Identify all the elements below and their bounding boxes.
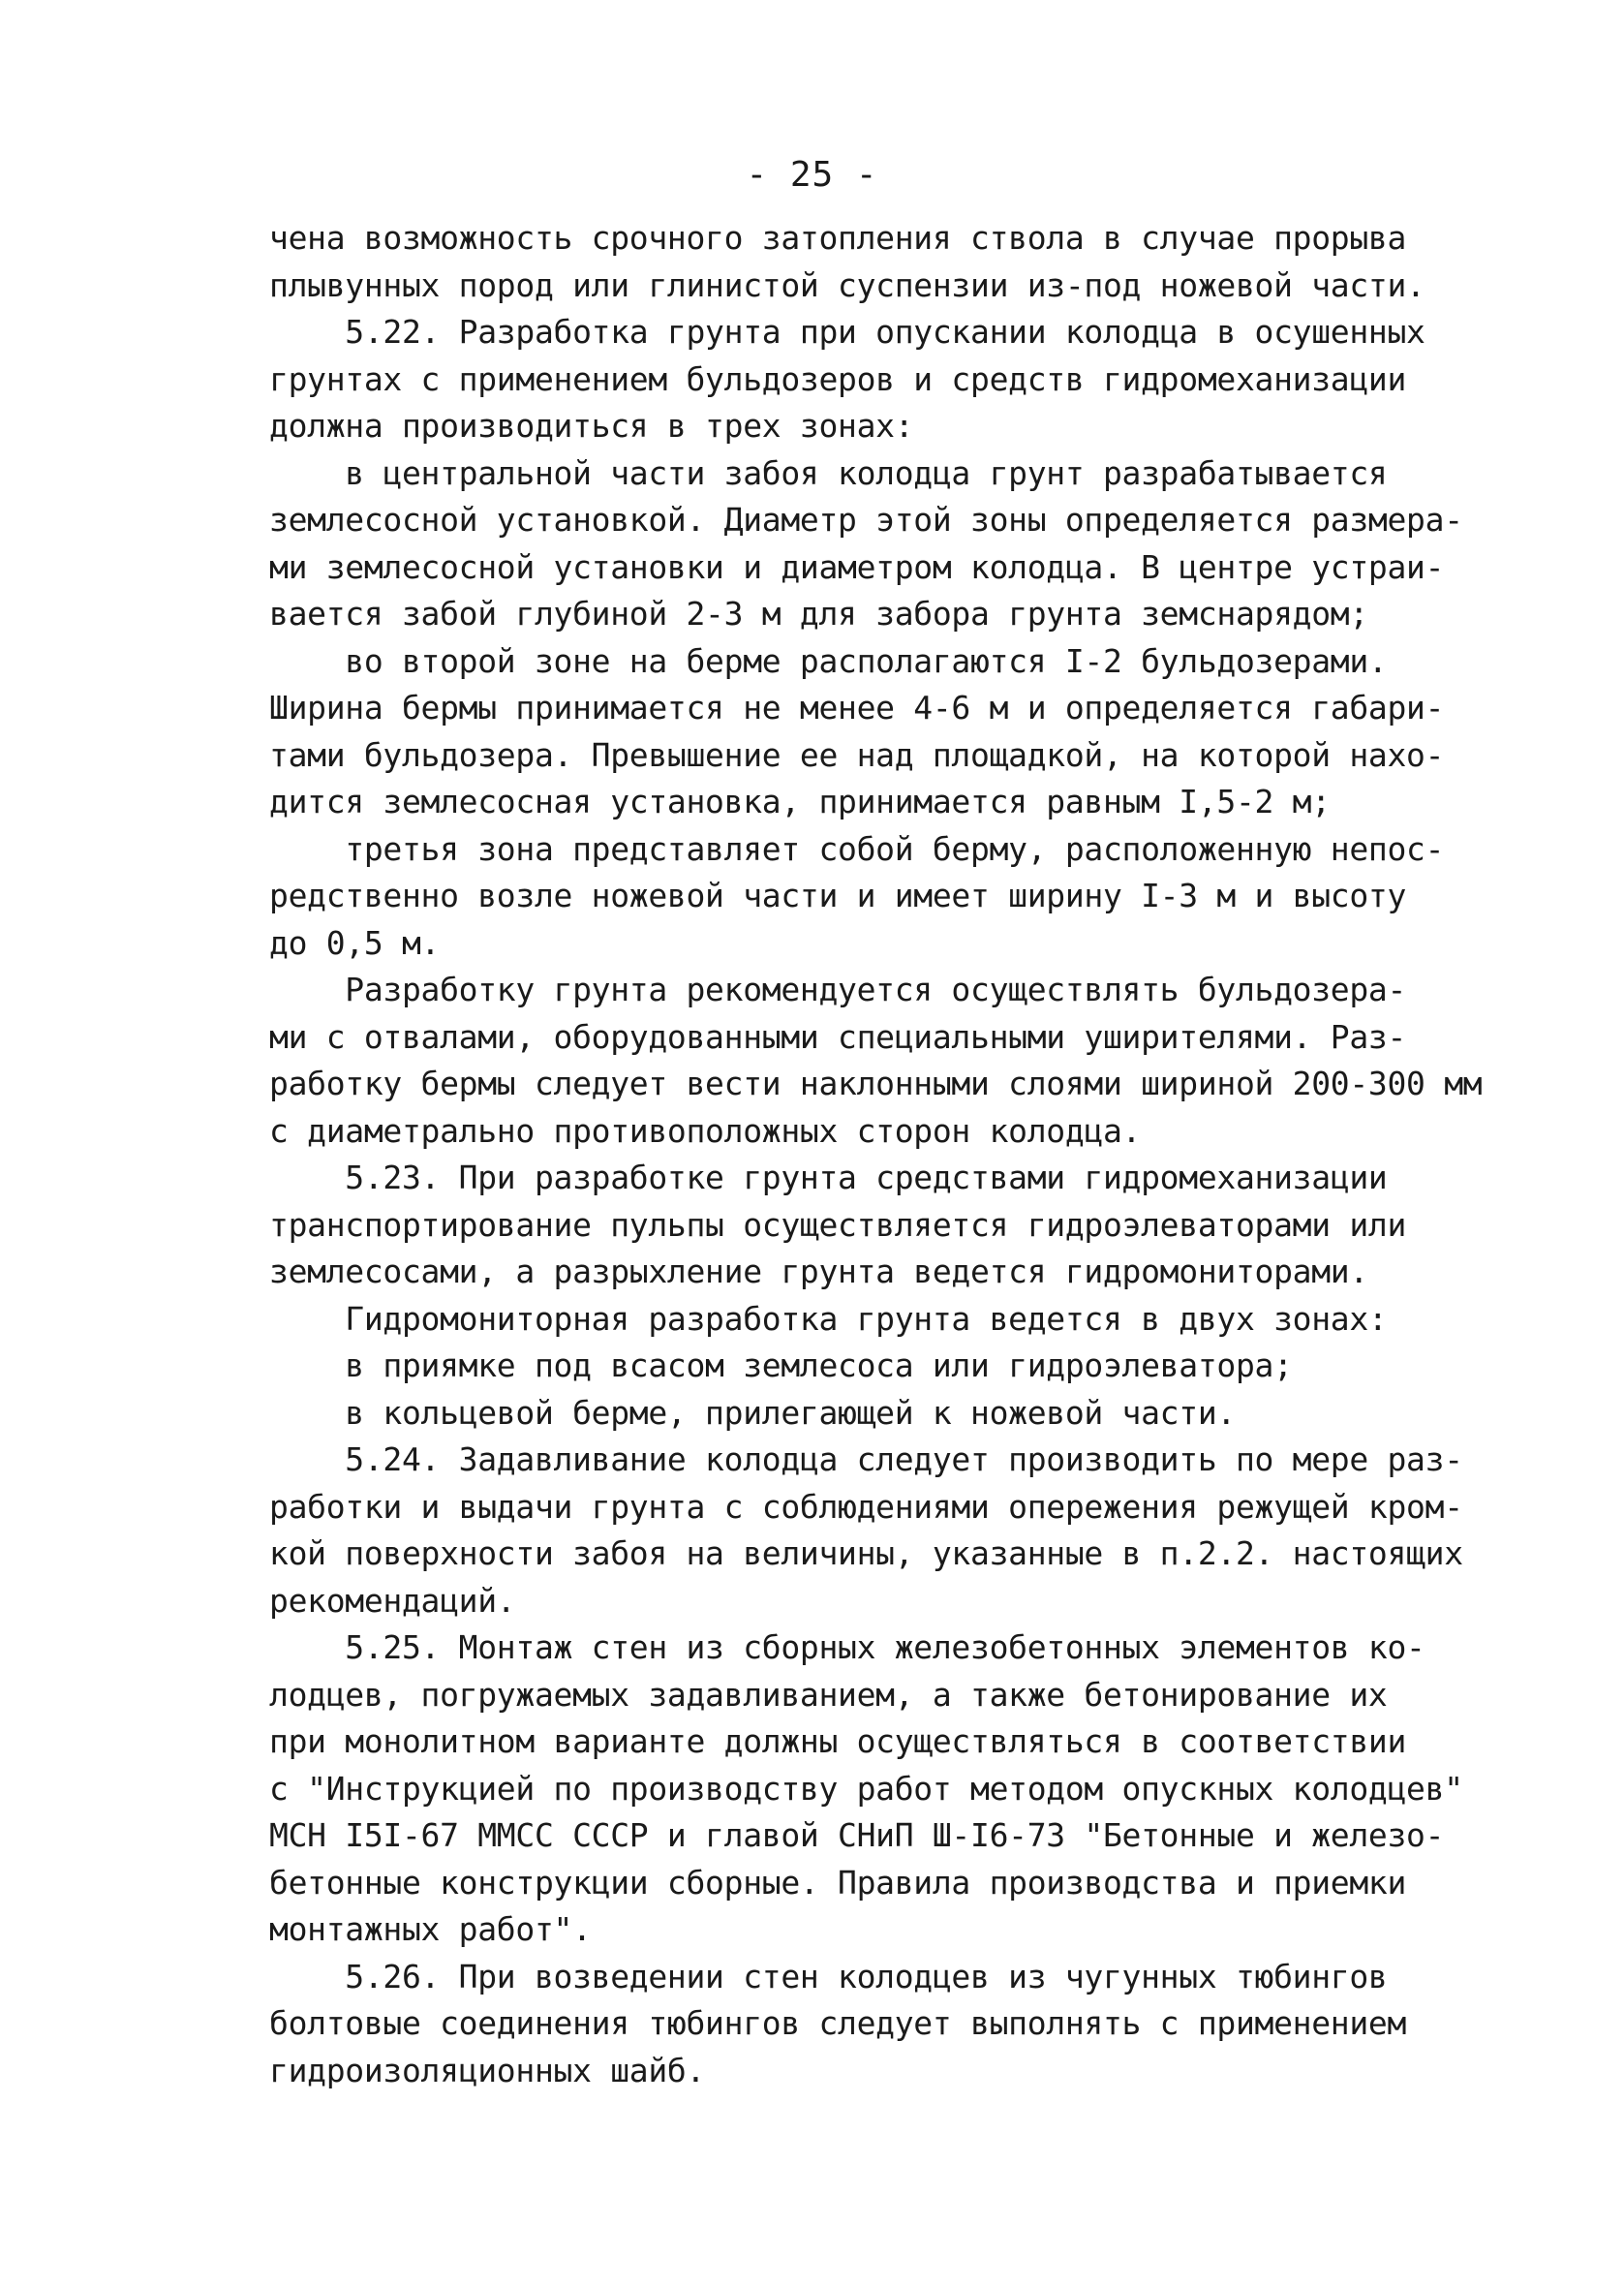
text-line: во второй зоне на берме располагаются I-2 бульдозерами.: [269, 641, 1388, 680]
text-line: чена возможность срочного затопления ствола в случае прорыва: [269, 219, 1407, 257]
text-line: 5.22. Разработка грунта при опускании колодца в осушенных: [269, 313, 1425, 351]
text-line: плывунных пород или глинистой суспензии из-под ножевой части.: [269, 265, 1425, 304]
text-line: редственно возле ножевой части и имеет ширину I-3 м и высоту: [269, 877, 1407, 914]
text-line: болтовые соединения тюбингов следует выполнять с применением: [269, 2004, 1407, 2042]
text-line: 5.26. При возведении стен колодцев из чугунных тюбингов: [269, 1957, 1388, 1995]
body-text: [269, 215, 1483, 2094]
text-line: 5.23. При разработке грунта средствами гидромеханизации: [269, 1159, 1388, 1196]
text-line: транспортирование пульпы осуществляется гидроэлеваторами или: [269, 1205, 1407, 1244]
page-number: - 25 -: [746, 155, 878, 195]
text-line: 5.25. Монтаж стен из сборных железобетонных элементов ко-: [269, 1628, 1425, 1666]
text-line: 5.24. Задавливание колодца следует производить по мере раз-: [269, 1440, 1463, 1478]
text-line: рекомендаций.: [269, 1581, 516, 1620]
text-line: землесосной установкой. Диаметр этой зоны определяется размера-: [269, 501, 1463, 539]
text-line: бетонные конструкции сборные. Правила производства и приемки: [269, 1863, 1407, 1902]
text-line: в кольцевой берме, прилегающей к ножевой части.: [269, 1393, 1236, 1432]
text-line: дится землесосная установка, принимается равным I,5-2 м;: [269, 783, 1331, 820]
text-line: тами бульдозера. Превышение ее над площадкой, на которой нахо-: [269, 735, 1445, 774]
text-line: монтажных работ".: [269, 1910, 592, 1948]
text-line: Ширина бермы принимается не менее 4-6 м и определяется габари-: [269, 689, 1445, 727]
text-line: с диаметрально противоположных сторон колодца.: [269, 1111, 1142, 1150]
text-line: ми землесосной установки и диаметром колодца. В центре устраи-: [269, 547, 1445, 586]
text-line: грунтах с применением бульдозеров и средств гидромеханизации: [269, 359, 1407, 398]
text-line: кой поверхности забоя на величины, указанные в п.2.2. настоящих: [269, 1534, 1463, 1572]
text-line: третья зона представляет собой берму, расположенную непос-: [269, 829, 1445, 868]
text-line: при монолитном варианте должны осуществляться в соответствии: [269, 1722, 1407, 1760]
text-line: работки и выдачи грунта с соблюдениями опережения режущей кром-: [269, 1487, 1463, 1526]
text-line: гидроизоляционных шайб.: [269, 2051, 706, 2089]
text-line: землесосами, а разрыхление грунта ведется гидромониторами.: [269, 1253, 1368, 1290]
text-line: в приямке под всасом землесоса или гидроэлеватора;: [269, 1346, 1293, 1384]
text-line: Гидромониторная разработка грунта ведется в двух зонах:: [269, 1299, 1388, 1338]
text-line: с "Инструкцией по производству работ методом опускных колодцев": [269, 1769, 1463, 1808]
text-line: ми с отвалами, оборудованными специальными уширителями. Раз-: [269, 1017, 1407, 1056]
text-line: МСН I5I-67 ММСС СССР и главой СНиП Ш-I6-73 "Бетонные и железо-: [269, 1816, 1445, 1854]
text-line: лодцев, погружаемых задавливанием, а также бетонирование их: [269, 1675, 1388, 1714]
text-line: до 0,5 м.: [269, 923, 441, 962]
text-line: вается забой глубиной 2-3 м для забора грунта земснарядом;: [269, 595, 1368, 633]
text-line: работку бермы следует вести наклонными слоями шириной 200-300 мм: [269, 1065, 1483, 1102]
text-line: должна производиться в трех зонах:: [269, 407, 914, 445]
text-line: Разработку грунта рекомендуется осуществлять бульдозера-: [269, 971, 1407, 1008]
text-line: в центральной части забоя колодца грунт разрабатывается: [269, 453, 1388, 492]
